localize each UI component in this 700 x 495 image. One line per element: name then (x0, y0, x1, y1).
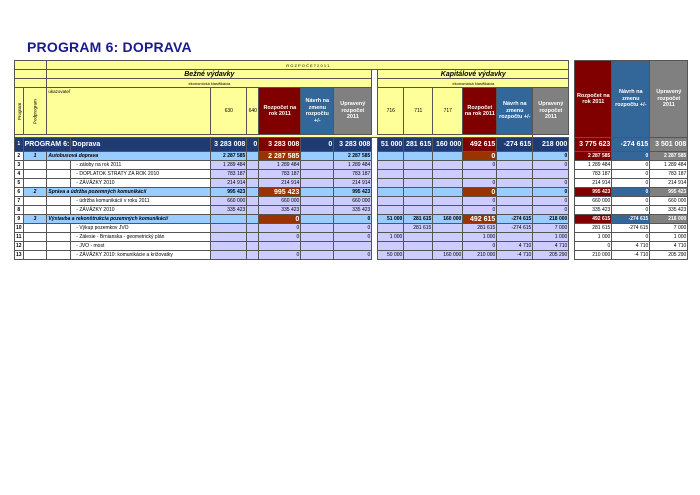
indent-cell (47, 179, 71, 188)
total-upraveny-label: Upravený rozpočet 2011 (656, 89, 682, 109)
value-bezNav (301, 233, 334, 242)
value-kapNav (497, 197, 533, 206)
value-kapRoz: 0 (463, 242, 497, 251)
value-kapNav: -274 615 (497, 224, 533, 233)
podprogram-number (23, 233, 47, 242)
value-bezUpr: 0 (334, 233, 372, 242)
item-title: - Výkup pozemkov JVO (71, 224, 211, 233)
value-v711 (404, 206, 433, 215)
program-col-header (15, 88, 24, 135)
value-kapNav (497, 161, 533, 170)
value-v711 (404, 152, 433, 161)
budget-table (14, 60, 688, 260)
item-title: - ZÁVÄZKY 2010: komunikácie a križovatky (71, 251, 211, 260)
podprogram-number: 2 (23, 188, 47, 197)
table-row (15, 215, 688, 224)
bezne-rozpocet-label: Rozpočet na rok 2011 (263, 104, 297, 117)
bezne-label: Bežné výdavky (184, 70, 235, 78)
value-v717 (433, 242, 463, 251)
value-bezNav (301, 152, 334, 161)
indent-cell (47, 197, 71, 206)
table-row (15, 197, 688, 206)
value-v717 (433, 233, 463, 242)
value-v717 (433, 152, 463, 161)
row-number: 13 (16, 251, 22, 258)
value-bezRoz: 214 914 (259, 179, 301, 188)
bezne-upraveny-header (334, 88, 372, 135)
value-kapRoz: 0 (463, 206, 497, 215)
kapitalove-vydavky-header (378, 70, 569, 79)
value-v717 (433, 188, 463, 197)
value-v630: 660 000 (211, 197, 247, 206)
value-totUpr: 3 501 008 (650, 138, 688, 152)
row-number: 8 (15, 206, 24, 215)
value-v640 (247, 206, 259, 215)
value-v717 (433, 170, 463, 179)
value-bezNav (301, 197, 334, 206)
table-row (15, 170, 688, 179)
value-totUpr: 7 000 (650, 224, 688, 233)
podprogram-number (23, 170, 47, 179)
col-640-label: 640 (248, 107, 257, 114)
row-number: 1 (15, 138, 24, 152)
total-navrh-header (612, 61, 650, 138)
row-number: 2 (15, 152, 24, 161)
value-totRoz: 335 423 (575, 206, 612, 215)
value-v711 (404, 188, 433, 197)
value-totNav: 0 (612, 161, 650, 170)
value-bezUpr: 995 423 (334, 188, 372, 197)
podprogram-number (23, 197, 47, 206)
bezne-rozpocet-header (259, 88, 301, 135)
value-kapUpr (533, 170, 569, 179)
program-title: Doprava (71, 138, 211, 152)
col-716-label: 716 (386, 107, 395, 114)
value-bezUpr: 660 000 (334, 197, 372, 206)
value-v630 (211, 233, 247, 242)
value-v640 (247, 242, 259, 251)
value-totRoz: 660 000 (575, 197, 612, 206)
value-totUpr: 660 000 (650, 197, 688, 206)
indent-cell (47, 161, 71, 170)
ek-klas-label-2: ekonomická klasifikácia (452, 80, 495, 86)
value-totUpr: 1 289 484 (650, 161, 688, 170)
value-kapNav: -274 615 (497, 215, 533, 224)
value-totRoz: 783 187 (575, 170, 612, 179)
value-v711 (404, 197, 433, 206)
value-v716 (378, 224, 404, 233)
total-rozpocet-label: Rozpočet na rok 2011 (576, 92, 610, 105)
value-bezRoz: 0 (259, 233, 301, 242)
value-v630: 1 289 484 (211, 161, 247, 170)
row-number: 11 (16, 233, 22, 240)
value-v716 (378, 188, 404, 197)
table-row (15, 233, 688, 242)
value-totUpr: 218 000 (650, 215, 688, 224)
bezne-upraveny-label: Upravený rozpočet 2011 (340, 101, 366, 121)
ek-klasifikacia-kapit (378, 79, 569, 88)
value-bezUpr: 214 914 (334, 179, 372, 188)
podprogram-number (23, 206, 47, 215)
ukazovatel-label: ukazovateľ (48, 89, 71, 94)
value-v717 (433, 197, 463, 206)
value-bezRoz (259, 242, 301, 251)
value-totRoz: 1 289 484 (575, 161, 612, 170)
value-v640 (247, 188, 259, 197)
value-v630: 783 187 (211, 170, 247, 179)
page-title: PROGRAM 6: DOPRAVA (27, 39, 192, 55)
value-v711 (404, 170, 433, 179)
value-v640: 0 (247, 138, 259, 152)
value-v630: 995 423 (211, 188, 247, 197)
value-v716 (378, 206, 404, 215)
podprogram-col-header (23, 88, 47, 135)
row-number: 10 (16, 224, 22, 231)
value-v717: 160 000 (433, 251, 463, 260)
row-number: 6 (15, 188, 24, 197)
row-number: 12 (16, 242, 22, 249)
value-bezNav (301, 179, 334, 188)
value-v716: 51 000 (378, 215, 404, 224)
value-bezUpr: 335 423 (334, 206, 372, 215)
podprogram-label: Podprogram (32, 98, 38, 124)
value-kapUpr: 1 000 (533, 233, 569, 242)
value-totRoz: 1 000 (575, 233, 612, 242)
header-row-1 (15, 61, 688, 70)
value-kapUpr: 0 (533, 161, 569, 170)
value-v717: 160 000 (433, 215, 463, 224)
kapit-upraveny-label: Upravený rozpočet 2011 (538, 101, 564, 121)
value-totNav: 0 (612, 152, 650, 161)
value-totNav: 0 (612, 233, 650, 242)
ukazovatel-col-header (47, 88, 211, 135)
value-v640 (247, 152, 259, 161)
table-row (15, 161, 688, 170)
value-v640 (247, 233, 259, 242)
ek-klas-label-1: ekonomická klasifikácia (188, 80, 231, 86)
value-totNav: 0 (612, 179, 650, 188)
item-title: - ZÁVÄZKY 2010 (71, 179, 211, 188)
total-upraveny-header (650, 61, 688, 138)
value-v640 (247, 170, 259, 179)
col-630-label: 630 (224, 107, 233, 114)
podprogram-number: 1 (23, 152, 47, 161)
value-v717 (433, 161, 463, 170)
col-717-label: 717 (443, 107, 452, 114)
value-kapNav (497, 233, 533, 242)
table-row (15, 188, 688, 197)
value-bezNav: 0 (301, 138, 334, 152)
value-kapRoz: 1 000 (463, 233, 497, 242)
kapit-rozpocet-label: Rozpočet na rok 2011 (464, 104, 495, 117)
value-v717 (433, 224, 463, 233)
podprogram-title: Správa a údržba pozemných komunikácií (47, 188, 211, 197)
total-navrh-label: Návrh na zmenu rozpočtu +/- (615, 89, 647, 109)
value-kapRoz: 210 000 (463, 251, 497, 260)
col-716-header (378, 88, 404, 135)
value-kapNav: -274 615 (497, 138, 533, 152)
value-bezRoz: 2 287 585 (259, 152, 301, 161)
value-v711 (404, 179, 433, 188)
item-title: - ZÁVÄZKY 2010 (71, 206, 211, 215)
program-name: PROGRAM 6: (23, 138, 71, 152)
value-bezNav (301, 161, 334, 170)
value-v717 (433, 179, 463, 188)
value-kapRoz: 0 (463, 197, 497, 206)
value-bezRoz: 335 423 (259, 206, 301, 215)
indent-cell (47, 251, 71, 260)
indent-cell (47, 233, 71, 242)
kapit-upraveny-header (533, 88, 569, 135)
value-totNav: 0 (612, 170, 650, 179)
value-v630 (211, 215, 247, 224)
value-v716: 50 000 (378, 251, 404, 260)
value-v717: 160 000 (433, 138, 463, 152)
value-totRoz: 492 615 (575, 215, 612, 224)
value-kapRoz: 0 (463, 161, 497, 170)
value-kapNav (497, 152, 533, 161)
value-v711 (404, 251, 433, 260)
indent-cell (47, 224, 71, 233)
value-kapRoz: 0 (463, 188, 497, 197)
indent-cell (47, 242, 71, 251)
value-bezUpr: 1 289 484 (334, 161, 372, 170)
value-totUpr: 783 187 (650, 170, 688, 179)
table-row (15, 242, 688, 251)
value-v630 (211, 242, 247, 251)
value-kapUpr: 218 000 (533, 215, 569, 224)
value-totNav: -4 710 (612, 251, 650, 260)
value-kapUpr: 4 710 (533, 242, 569, 251)
value-kapUpr: 218 000 (533, 138, 569, 152)
value-v716 (378, 170, 404, 179)
value-bezRoz: 1 289 484 (259, 161, 301, 170)
value-kapUpr: 7 000 (533, 224, 569, 233)
bezne-navrh-header (301, 88, 334, 135)
value-kapRoz (463, 170, 497, 179)
value-v716: 1 000 (378, 233, 404, 242)
total-rozpocet-header (575, 61, 612, 138)
value-bezUpr: 0 (334, 224, 372, 233)
value-totNav: 0 (612, 188, 650, 197)
item-title: - záloby na rok 2011 (71, 161, 211, 170)
value-totUpr: 335 423 (650, 206, 688, 215)
value-v640 (247, 251, 259, 260)
value-v716 (378, 179, 404, 188)
ek-klasifikacia-bezne (47, 79, 372, 88)
value-totRoz: 214 914 (575, 179, 612, 188)
value-bezNav (301, 206, 334, 215)
value-kapUpr: 0 (533, 206, 569, 215)
podprogram-number (23, 251, 47, 260)
value-v630: 214 914 (211, 179, 247, 188)
item-title: - údržba komunikácií v roku 2011 (71, 197, 211, 206)
value-kapNav (497, 206, 533, 215)
value-v716 (378, 197, 404, 206)
value-totUpr: 995 423 (650, 188, 688, 197)
item-title: - JVO - most (71, 242, 211, 251)
value-v711: 281 615 (404, 215, 433, 224)
kapit-navrh-label: Návrh na zmenu rozpočtu +/- (499, 101, 531, 121)
value-totUpr: 4 710 (650, 242, 688, 251)
table-row (15, 251, 688, 260)
value-bezUpr (334, 242, 372, 251)
bezne-vydavky-header (47, 70, 372, 79)
table-row (15, 138, 688, 152)
item-title: - Zálesie - Brnianska - geometrický plán (71, 233, 211, 242)
value-v716 (378, 152, 404, 161)
value-bezUpr: 2 287 585 (334, 152, 372, 161)
value-bezNav (301, 170, 334, 179)
value-totUpr: 205 290 (650, 251, 688, 260)
value-v717 (433, 206, 463, 215)
value-v630: 3 283 008 (211, 138, 247, 152)
kapitalove-label: Kapitálové výdavky (440, 70, 506, 78)
value-v640 (247, 224, 259, 233)
podprogram-title: Autobusová doprava (47, 152, 211, 161)
value-totRoz: 0 (575, 242, 612, 251)
table-row (15, 152, 688, 161)
kapit-rozpocet-header (463, 88, 497, 135)
value-v711 (404, 233, 433, 242)
value-totUpr: 214 914 (650, 179, 688, 188)
podprogram-number (23, 242, 47, 251)
value-kapRoz: 492 615 (463, 138, 497, 152)
value-totRoz: 2 287 585 (575, 152, 612, 161)
col-717-header (433, 88, 463, 135)
value-v640 (247, 197, 259, 206)
value-v711 (404, 242, 433, 251)
row-number: 7 (15, 197, 24, 206)
indent-cell (47, 170, 71, 179)
program-label: Program (16, 102, 22, 120)
value-bezNav (301, 215, 334, 224)
value-totNav: -274 615 (612, 224, 650, 233)
podprogram-number: 3 (23, 215, 47, 224)
value-bezRoz: 0 (259, 251, 301, 260)
value-kapRoz: 0 (463, 152, 497, 161)
value-bezNav (301, 224, 334, 233)
value-v711: 281 615 (404, 138, 433, 152)
value-bezRoz: 3 283 008 (259, 138, 301, 152)
value-kapRoz: 492 615 (463, 215, 497, 224)
row-number: 3 (15, 161, 24, 170)
value-totNav: -274 615 (612, 215, 650, 224)
value-bezNav (301, 251, 334, 260)
value-kapUpr: 0 (533, 152, 569, 161)
value-totNav: 0 (612, 206, 650, 215)
value-kapNav (497, 188, 533, 197)
rozpocet-header (47, 61, 569, 70)
value-kapNav: -4 710 (497, 251, 533, 260)
value-totRoz: 3 775 623 (575, 138, 612, 152)
indent-cell (47, 206, 71, 215)
table-row (15, 206, 688, 215)
value-kapNav: 4 710 (497, 242, 533, 251)
value-v630: 335 423 (211, 206, 247, 215)
value-v716 (378, 242, 404, 251)
kapit-navrh-header (497, 88, 533, 135)
value-kapUpr: 205 290 (533, 251, 569, 260)
value-v711 (404, 161, 433, 170)
value-totNav: 4 710 (612, 242, 650, 251)
row-number: 9 (15, 215, 24, 224)
value-totRoz: 995 423 (575, 188, 612, 197)
value-totNav: -274 615 (612, 138, 650, 152)
value-v630: 2 287 585 (211, 152, 247, 161)
value-bezRoz: 0 (259, 215, 301, 224)
podprogram-number (23, 224, 47, 233)
value-kapRoz: 281 615 (463, 224, 497, 233)
col-711-label: 711 (414, 107, 423, 114)
value-bezUpr: 3 283 008 (334, 138, 372, 152)
col-640-header (247, 88, 259, 135)
rozpocet-label: R O Z P O Č E T 2 0 1 1 (286, 62, 330, 68)
item-title: - DOPLATOK STRATY ZA ROK 2010 (71, 170, 211, 179)
value-bezUpr: 0 (334, 215, 372, 224)
value-v640 (247, 161, 259, 170)
table-row (15, 224, 688, 233)
value-bezUpr: 0 (334, 251, 372, 260)
value-bezNav (301, 188, 334, 197)
value-kapUpr: 0 (533, 179, 569, 188)
value-kapNav (497, 170, 533, 179)
value-bezRoz: 995 423 (259, 188, 301, 197)
podprogram-title: Výstavba a rekonštrukcia pozemných komunikácií (47, 215, 211, 224)
table-row (15, 179, 688, 188)
value-v630 (211, 224, 247, 233)
value-kapRoz: 0 (463, 179, 497, 188)
value-totRoz: 281 615 (575, 224, 612, 233)
value-v711: 281 615 (404, 224, 433, 233)
value-kapNav (497, 179, 533, 188)
bezne-navrh-label: Návrh na zmenu rozpočtu +/- (305, 98, 330, 124)
podprogram-number (23, 161, 47, 170)
value-kapUpr: 0 (533, 197, 569, 206)
value-bezUpr: 783 187 (334, 170, 372, 179)
value-v640 (247, 179, 259, 188)
value-v640 (247, 215, 259, 224)
podprogram-number (23, 179, 47, 188)
value-bezRoz: 0 (259, 224, 301, 233)
value-bezNav (301, 242, 334, 251)
col-711-header (404, 88, 433, 135)
value-totUpr: 1 000 (650, 233, 688, 242)
value-bezRoz: 660 000 (259, 197, 301, 206)
value-totUpr: 2 287 585 (650, 152, 688, 161)
value-v716 (378, 161, 404, 170)
row-number: 5 (15, 179, 24, 188)
value-totNav: 0 (612, 197, 650, 206)
value-bezRoz: 783 187 (259, 170, 301, 179)
value-totRoz: 210 000 (575, 251, 612, 260)
col-630-header (211, 88, 247, 135)
value-kapUpr: 0 (533, 188, 569, 197)
value-v630 (211, 251, 247, 260)
value-v716: 51 000 (378, 138, 404, 152)
row-number: 4 (15, 170, 24, 179)
